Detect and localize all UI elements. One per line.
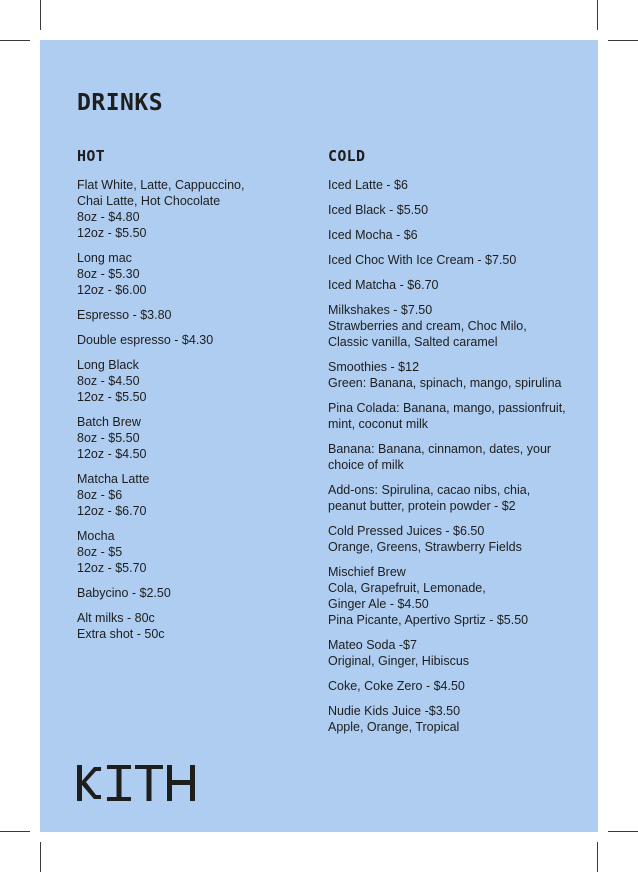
- cold-menu-item: [328, 637, 593, 669]
- hot-menu-item: [77, 414, 307, 462]
- hot-item-line: Extra shot - 50c: [77, 627, 165, 641]
- cold-item-line: Strawberries and cream, Choc Milo,: [328, 319, 527, 333]
- crop-mark: [597, 0, 598, 30]
- crop-mark: [40, 842, 41, 872]
- cold-item-line: Cold Pressed Juices - $6.50: [328, 524, 485, 538]
- crop-mark: [597, 842, 598, 872]
- cold-item-line: mint, coconut milk: [328, 417, 429, 431]
- cold-menu-item: [328, 177, 593, 193]
- hot-item-line: Chai Latte, Hot Chocolate: [77, 194, 221, 208]
- hot-menu-item: [77, 357, 307, 405]
- cold-menu-item: [328, 227, 593, 243]
- cold-item-line: Iced Black - $5.50: [328, 203, 429, 217]
- cold-item-line: Orange, Greens, Strawberry Fields: [328, 540, 522, 554]
- cold-item-line: Cola, Grapefruit, Lemonade,: [328, 581, 486, 595]
- hot-menu-item: [77, 528, 307, 576]
- cold-item-line: Nudie Kids Juice -$3.50: [328, 704, 461, 718]
- cold-item-line: Smoothies - $12: [328, 360, 420, 374]
- menu-title: DRINKS: [77, 90, 164, 116]
- hot-heading: HOT: [77, 147, 105, 165]
- cold-menu-item: [328, 302, 593, 350]
- crop-mark: [608, 831, 638, 832]
- hot-item-list: [77, 177, 307, 642]
- cold-item-list: [328, 177, 593, 735]
- cold-item-line: Banana: Banana, cinnamon, dates, your: [328, 442, 552, 456]
- cold-item-line: peanut butter, protein powder - $2: [328, 499, 516, 513]
- hot-item-line: 8oz - $5: [77, 545, 123, 559]
- hot-item-line: Long mac: [77, 251, 132, 265]
- hot-item-line: 12oz - $5.50: [77, 226, 147, 240]
- hot-item-line: 8oz - $5.30: [77, 267, 140, 281]
- hot-menu-item: [77, 610, 307, 642]
- hot-item-line: 8oz - $6: [77, 488, 123, 502]
- cold-item-line: Iced Mocha - $6: [328, 228, 418, 242]
- cold-menu-item: [328, 678, 593, 694]
- hot-menu-item: [77, 250, 307, 298]
- cold-menu-item: [328, 252, 593, 268]
- hot-menu-item: [77, 332, 307, 348]
- hot-item-line: Espresso - $3.80: [77, 308, 172, 322]
- hot-item-line: 12oz - $5.50: [77, 390, 147, 404]
- hot-item-line: 12oz - $5.70: [77, 561, 147, 575]
- cold-menu-item: [328, 441, 593, 473]
- cold-menu-item: [328, 564, 593, 628]
- menu-sheet: [40, 40, 598, 832]
- hot-item-line: 12oz - $4.50: [77, 447, 147, 461]
- hot-item-line: Alt milks - 80c: [77, 611, 155, 625]
- cold-item-line: Classic vanilla, Salted caramel: [328, 335, 498, 349]
- cold-item-line: Pina Colada: Banana, mango, passionfruit,: [328, 401, 566, 415]
- crop-mark: [608, 40, 638, 41]
- cold-menu-item: [328, 400, 593, 432]
- crop-mark: [40, 0, 41, 30]
- cold-item-line: Iced Latte - $6: [328, 178, 408, 192]
- cold-menu-item: [328, 277, 593, 293]
- cold-menu-item: [328, 523, 593, 555]
- hot-item-line: 8oz - $5.50: [77, 431, 140, 445]
- hot-item-line: 8oz - $4.80: [77, 210, 140, 224]
- kith-logo: [77, 765, 195, 801]
- hot-item-line: Mocha: [77, 529, 115, 543]
- hot-item-line: 8oz - $4.50: [77, 374, 140, 388]
- cold-item-line: Ginger Ale - $4.50: [328, 597, 429, 611]
- cold-heading: COLD: [328, 147, 366, 165]
- hot-item-line: Batch Brew: [77, 415, 141, 429]
- cold-menu-item: [328, 703, 593, 735]
- cold-menu-item: [328, 482, 593, 514]
- cold-item-line: Iced Matcha - $6.70: [328, 278, 439, 292]
- cold-item-line: Original, Ginger, Hibiscus: [328, 654, 470, 668]
- cold-column: [328, 147, 593, 744]
- hot-item-line: Babycino - $2.50: [77, 586, 171, 600]
- hot-menu-item: [77, 307, 307, 323]
- cold-item-line: Milkshakes - $7.50: [328, 303, 433, 317]
- hot-menu-item: [77, 471, 307, 519]
- cold-menu-item: [328, 359, 593, 391]
- cold-item-line: Iced Choc With Ice Cream - $7.50: [328, 253, 517, 267]
- crop-mark: [0, 40, 30, 41]
- hot-item-line: 12oz - $6.70: [77, 504, 147, 518]
- hot-item-line: Double espresso - $4.30: [77, 333, 214, 347]
- hot-column: [77, 147, 307, 651]
- hot-item-line: 12oz - $6.00: [77, 283, 147, 297]
- hot-menu-item: [77, 585, 307, 601]
- cold-item-line: Add-ons: Spirulina, cacao nibs, chia,: [328, 483, 531, 497]
- cold-item-line: Coke, Coke Zero - $4.50: [328, 679, 465, 693]
- hot-menu-item: [77, 177, 307, 241]
- cold-item-line: Mateo Soda -$7: [328, 638, 417, 652]
- cold-item-line: choice of milk: [328, 458, 404, 472]
- cold-item-line: Pina Picante, Apertivo Sprtiz - $5.50: [328, 613, 529, 627]
- cold-item-line: Apple, Orange, Tropical: [328, 720, 460, 734]
- cold-item-line: Green: Banana, spinach, mango, spirulina: [328, 376, 562, 390]
- hot-item-line: Flat White, Latte, Cappuccino,: [77, 178, 245, 192]
- cold-menu-item: [328, 202, 593, 218]
- hot-item-line: Matcha Latte: [77, 472, 150, 486]
- cold-item-line: Mischief Brew: [328, 565, 406, 579]
- crop-mark: [0, 831, 30, 832]
- hot-item-line: Long Black: [77, 358, 139, 372]
